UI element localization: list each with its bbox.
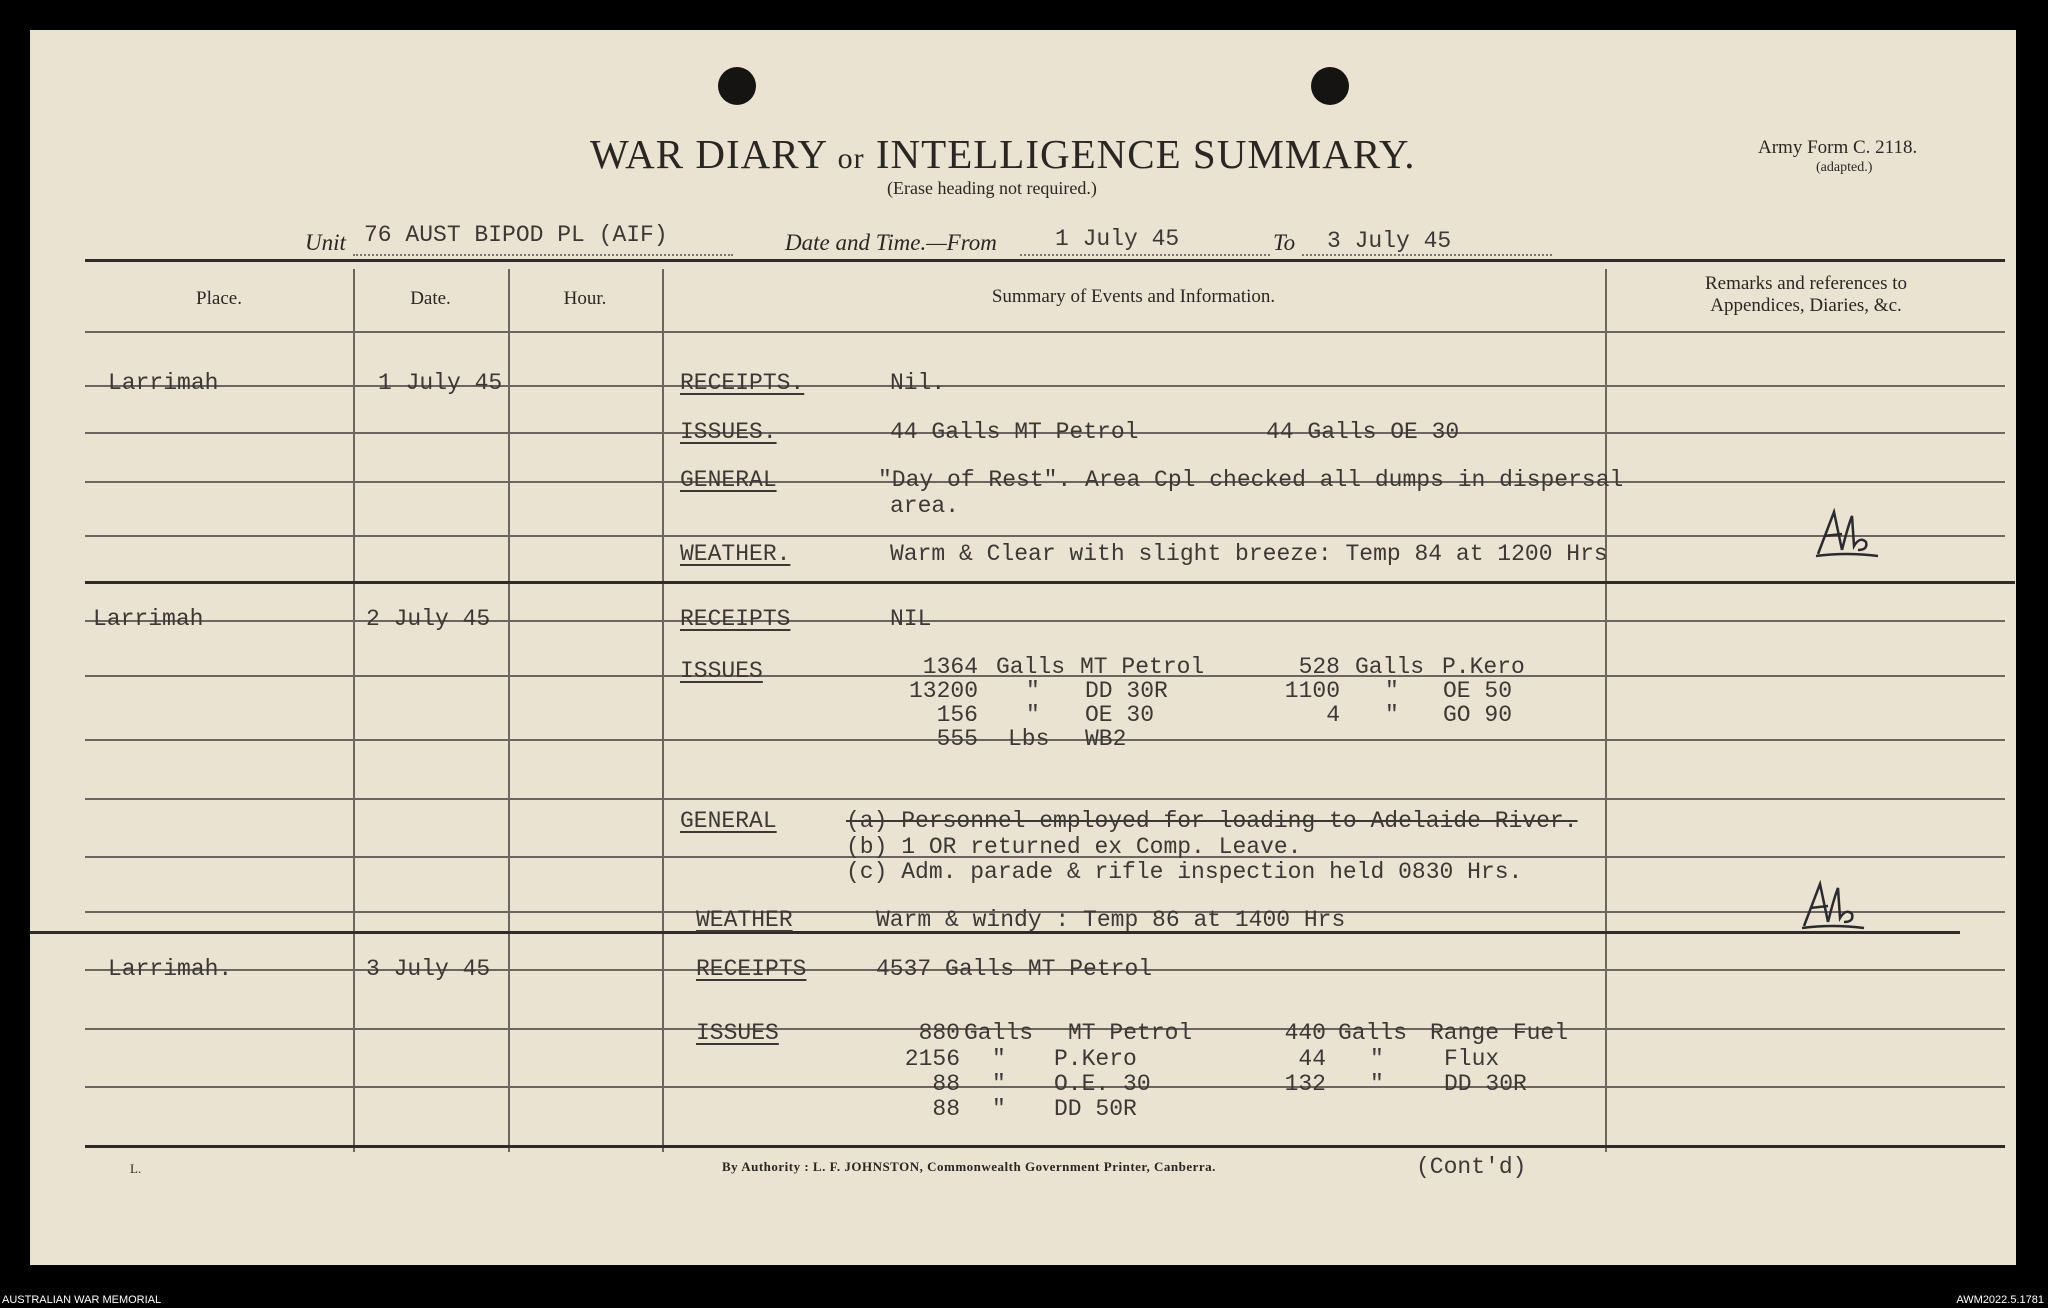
unit-value: 76 AUST BIPOD PL (AIF)	[364, 222, 668, 248]
header-bottom-rule	[85, 331, 2005, 333]
item-a: DD 50R	[1054, 1096, 1137, 1122]
unit-b: "	[1370, 1046, 1384, 1072]
unit-label: Unit	[305, 230, 346, 255]
qty-a: 13200	[908, 678, 978, 704]
unit-b: Galls	[1355, 654, 1425, 680]
army-form-number: Army Form C. 2118.	[1758, 137, 1918, 158]
unit-a: Galls	[996, 654, 1066, 680]
item-b: Flux	[1444, 1046, 1500, 1072]
header-summary: Summary of Events and Information.	[991, 286, 1276, 307]
qty-b: 1100	[1284, 678, 1340, 704]
item-a: WB2	[1085, 726, 1127, 752]
header-date: Date.	[410, 288, 451, 309]
issues-label: ISSUES.	[680, 419, 777, 445]
general-item-a: (a) Personnel employed for loading to Adelaide River.	[846, 808, 1578, 834]
issues-label: ISSUES	[696, 1020, 779, 1046]
qty-b: 44	[1298, 1046, 1326, 1072]
general-line-1: "Day of Rest". Area Cpl checked all dumps in dispersal	[878, 467, 1624, 493]
archive-id: AWM2022.5.1781	[1956, 1294, 2044, 1306]
table-top-rule	[85, 259, 2005, 262]
date-from-value: 1 July 45	[1055, 226, 1180, 252]
item-b: OE 50	[1443, 678, 1513, 704]
entry-place: Larrimah	[108, 370, 219, 396]
qty-a: 555	[936, 726, 978, 752]
unit-a: Lbs	[1008, 726, 1050, 752]
item-a: OE 30	[1085, 702, 1155, 728]
item-a: MT Petrol	[1068, 1020, 1193, 1046]
item-a: P.Kero	[1054, 1046, 1137, 1072]
col-divider-place-date	[353, 269, 355, 1152]
item-b: GO 90	[1443, 702, 1513, 728]
unit-a: "	[1026, 702, 1040, 728]
archive-label: AUSTRALIAN WAR MEMORIAL	[2, 1294, 162, 1306]
continued-note: (Cont'd)	[1416, 1154, 1527, 1180]
item-b: P.Kero	[1442, 654, 1525, 680]
item-b: Range Fuel	[1430, 1020, 1569, 1046]
title-intelligence-summary: INTELLIGENCE SUMMARY.	[875, 131, 1416, 177]
signature-initials-2	[1798, 878, 1868, 934]
date-to-value: 3 July 45	[1327, 228, 1452, 254]
unit-b: "	[1385, 678, 1399, 704]
qty-b: 4	[1326, 702, 1340, 728]
receipts-label: RECEIPTS.	[680, 370, 805, 396]
qty-b: 440	[1284, 1020, 1326, 1046]
date-to-dotted-line	[1302, 254, 1552, 256]
general-item-c: (c) Adm. parade & rifle inspection held 0830 Hrs.	[846, 859, 1523, 885]
col-divider-date-hour	[508, 269, 510, 1152]
weather-label: WEATHER.	[680, 541, 791, 567]
issues-value-2: 44 Galls OE 30	[1266, 419, 1460, 445]
punch-hole-right	[1311, 67, 1349, 105]
receipts-value: Nil.	[890, 370, 946, 396]
receipts-label: RECEIPTS	[696, 956, 807, 982]
qty-b: 528	[1298, 654, 1340, 680]
general-item-b: (b) 1 OR returned ex Comp. Leave.	[846, 834, 1302, 860]
qty-a: 88	[932, 1071, 960, 1097]
unit-b: Galls	[1338, 1020, 1408, 1046]
entry-date: 1 July 45	[378, 370, 503, 396]
qty-a: 156	[936, 702, 978, 728]
qty-a: 880	[918, 1020, 960, 1046]
unit-a: Galls	[964, 1020, 1034, 1046]
header-place: Place.	[196, 288, 242, 309]
date-from-dotted-line	[1020, 254, 1270, 256]
receipts-label: RECEIPTS	[680, 606, 791, 632]
issues-value-1: 44 Galls MT Petrol	[890, 419, 1139, 445]
general-label: GENERAL	[680, 467, 777, 493]
form-subtitle: (Erase heading not required.)	[887, 178, 1097, 198]
form-title	[590, 130, 1416, 178]
item-b: DD 30R	[1444, 1071, 1527, 1097]
general-line-2: area.	[890, 493, 960, 519]
receipts-value: NIL	[890, 606, 932, 632]
entry-place: Larrimah.	[108, 956, 233, 982]
weather-value: Warm & Clear with slight breeze: Temp 84 at 1200 Hrs	[890, 541, 1608, 567]
header-hour: Hour.	[563, 288, 607, 309]
unit-a: "	[992, 1096, 1006, 1122]
title-or: or	[837, 142, 865, 175]
unit-b: "	[1370, 1071, 1384, 1097]
entry-date: 2 July 45	[366, 606, 491, 632]
item-a: O.E. 30	[1054, 1071, 1151, 1097]
unit-a: "	[992, 1071, 1006, 1097]
entry-date: 3 July 45	[366, 956, 491, 982]
col-divider-summary-remarks	[1605, 269, 1607, 1152]
header-remarks-2: Appendices, Diaries, &c.	[1710, 295, 1902, 316]
receipts-value: 4537 Galls MT Petrol	[876, 956, 1153, 982]
army-form-adapted: (adapted.)	[1816, 160, 1873, 175]
qty-a: 1364	[922, 654, 978, 680]
signature-initials-1	[1812, 506, 1882, 562]
item-a: DD 30R	[1085, 678, 1168, 704]
title-war-diary: WAR DIARY	[590, 131, 827, 177]
weather-label: WEATHER	[696, 907, 793, 933]
qty-a: 88	[932, 1096, 960, 1122]
unit-b: "	[1385, 702, 1399, 728]
entry-place: Larrimah	[93, 606, 204, 632]
diary-page	[30, 30, 2016, 1265]
unit-dotted-line	[353, 254, 733, 256]
printer-authority: By Authority : L. F. JOHNSTON, Commonwealth Government Printer, Canberra.	[722, 1159, 1216, 1174]
unit-a: "	[992, 1046, 1006, 1072]
issues-label: ISSUES	[680, 658, 763, 684]
col-divider-hour-summary	[662, 269, 664, 1152]
qty-b: 132	[1284, 1071, 1326, 1097]
date-to-label: To	[1273, 230, 1296, 255]
weather-value: Warm & windy : Temp 86 at 1400 Hrs	[876, 907, 1346, 933]
header-remarks-1: Remarks and references to	[1704, 273, 1908, 294]
footer-mark: L.	[130, 1161, 142, 1176]
unit-a: "	[1026, 678, 1040, 704]
qty-a: 2156	[904, 1046, 960, 1072]
date-from-label: Date and Time.—From	[785, 230, 997, 255]
punch-hole-left	[718, 67, 756, 105]
item-a: MT Petrol	[1080, 654, 1205, 680]
general-label: GENERAL	[680, 808, 777, 834]
